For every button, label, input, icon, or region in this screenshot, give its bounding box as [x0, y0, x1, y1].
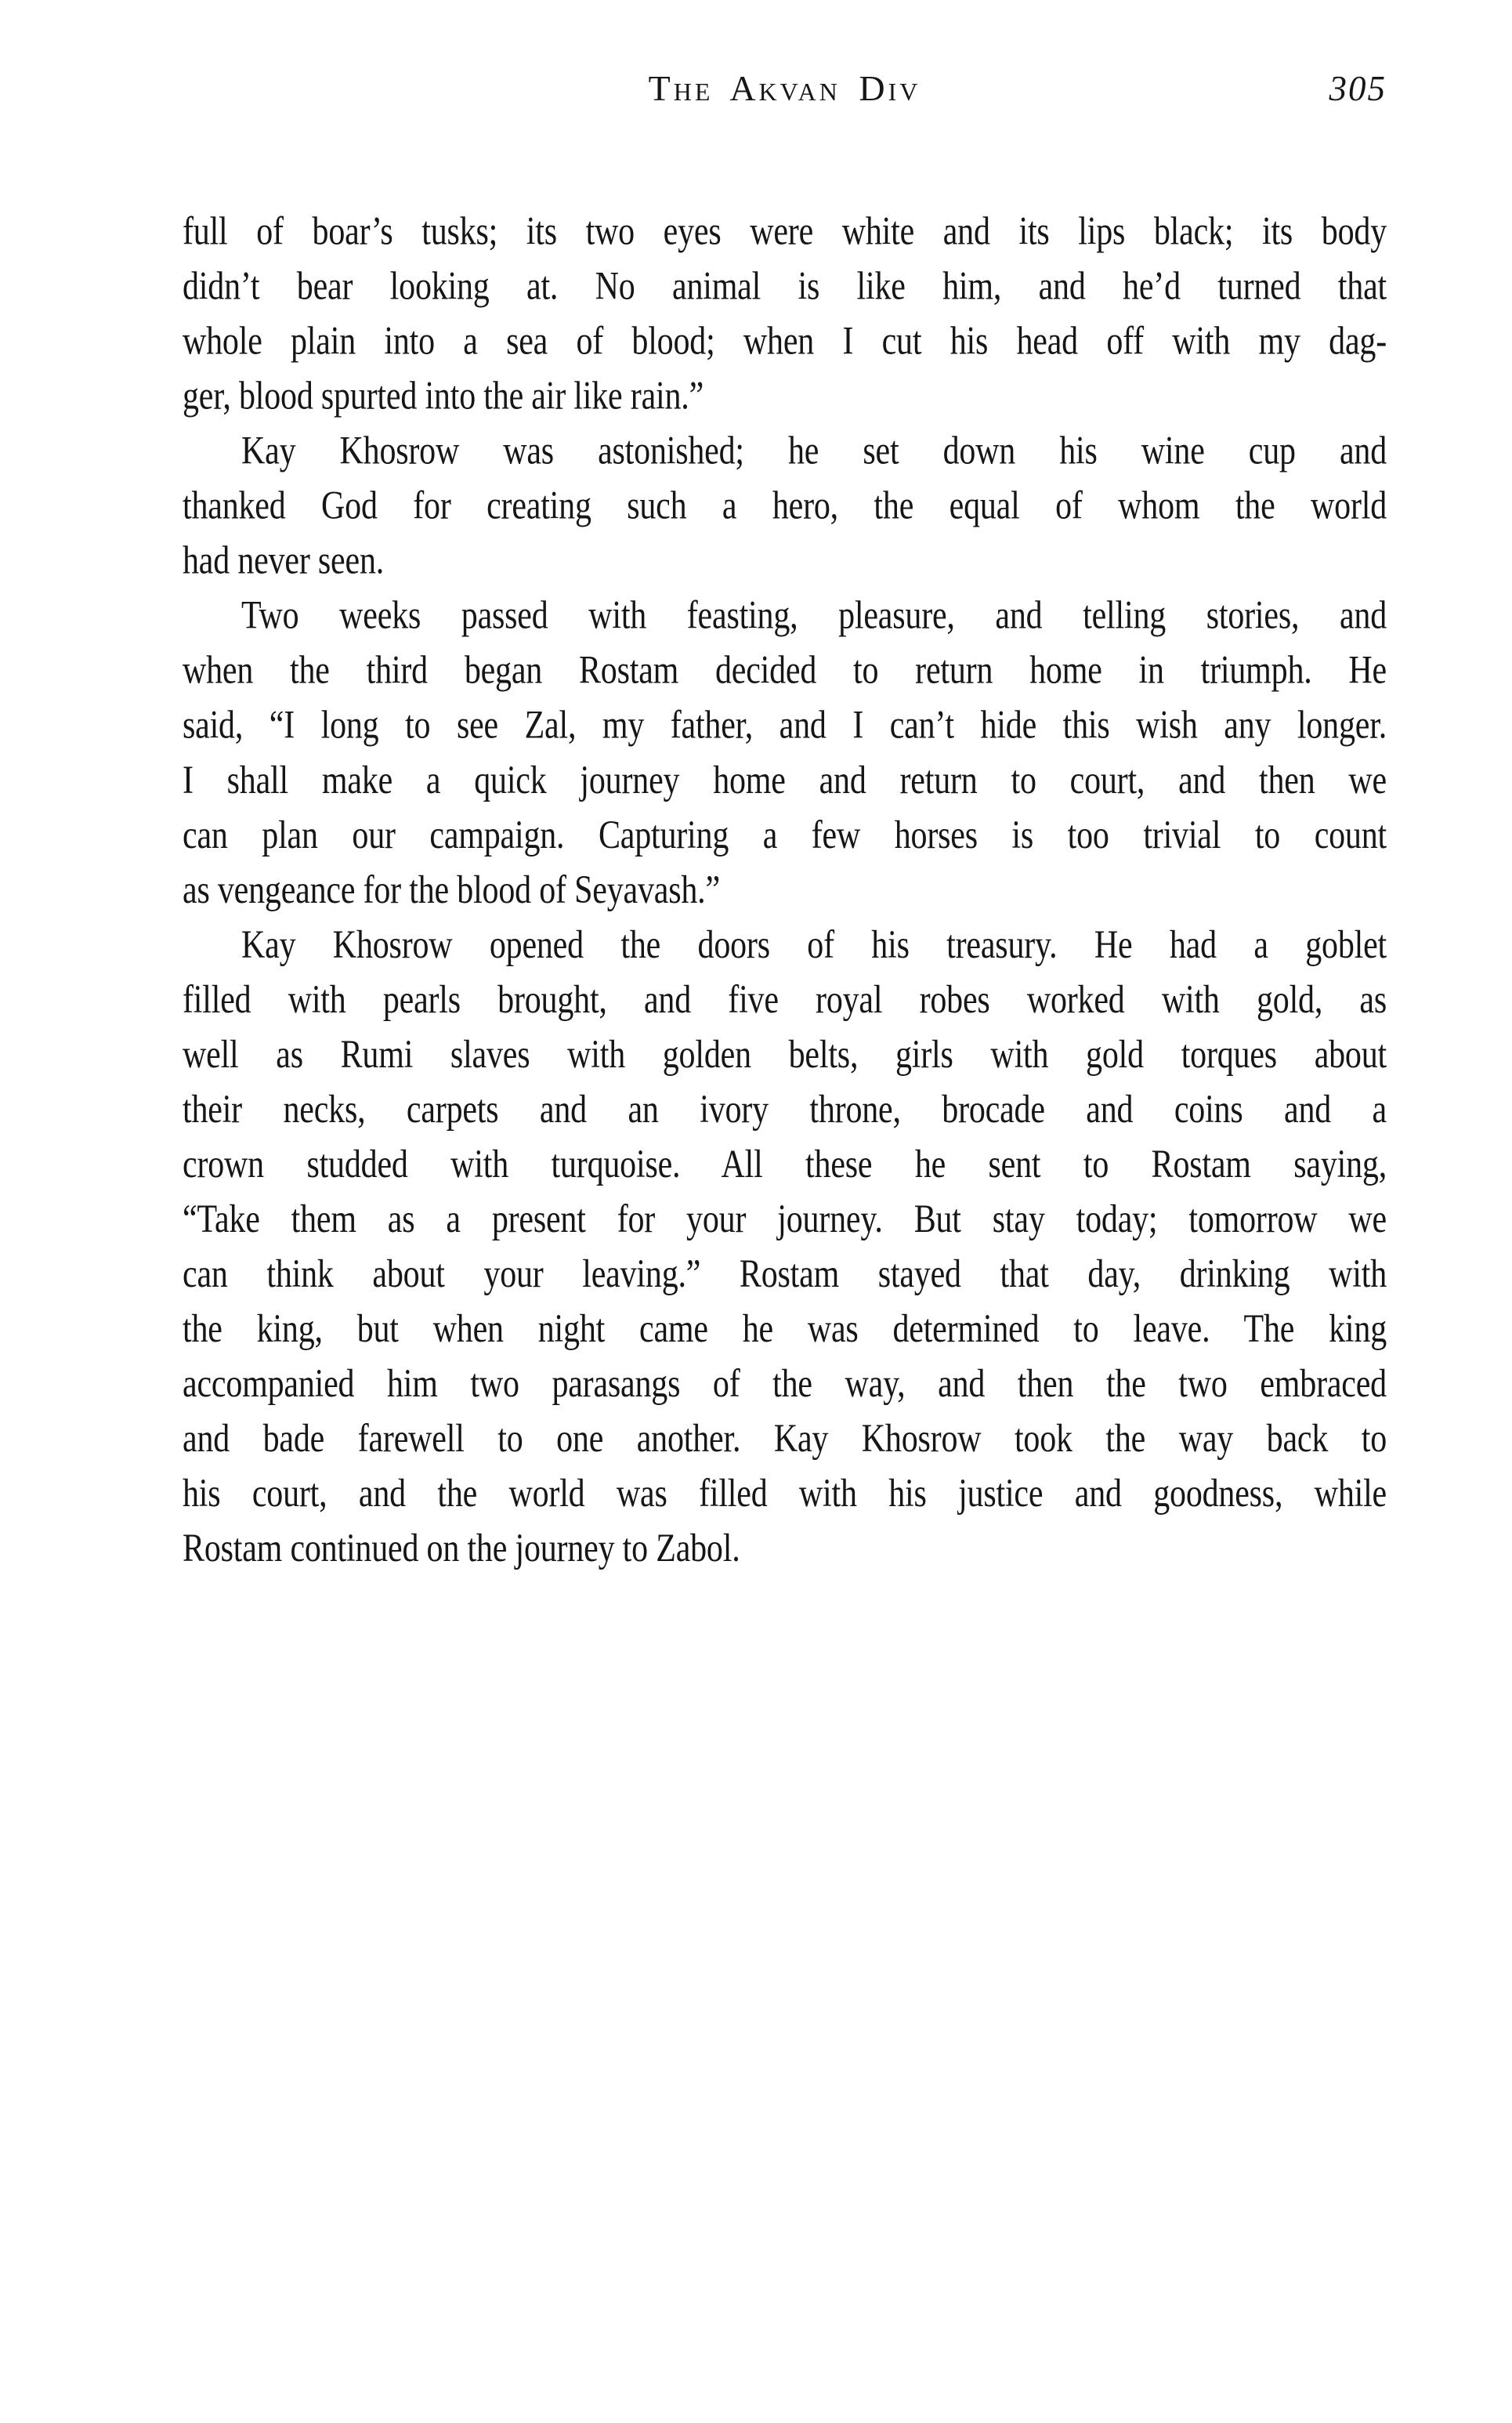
text-line: filled with pearls brought, and five royal robes worked with gold, as: [183, 978, 1387, 1022]
running-head: The Akvan Div: [648, 68, 921, 108]
text-line: had never seen.: [183, 539, 385, 583]
text-line: Kay Khosrow was astonished; he set down his wine cup and: [241, 429, 1387, 473]
paragraph: [183, 424, 1387, 589]
page-number: 305: [1329, 69, 1387, 108]
text-line: I shall make a quick journey home and return to court, and then we: [183, 759, 1387, 802]
text-line: full of boar’s tusks; its two eyes were white and its lips black; its body: [183, 210, 1387, 254]
text-line: his court, and the world was filled with his justice and goodness, while: [183, 1472, 1387, 1516]
text-line: whole plain into a sea of blood; when I cut his head off with my dag-: [183, 320, 1387, 364]
text-line: can plan our campaign. Capturing a few horses is too trivial to count: [183, 813, 1387, 857]
text-line: and bade farewell to one another. Kay Khosrow took the way back to: [183, 1417, 1387, 1461]
text-line: didn’t bear looking at. No animal is like him, and he’d turned that: [183, 265, 1387, 309]
text-line: as vengeance for the blood of Seyavash.”: [183, 868, 720, 912]
text-line: their necks, carpets and an ivory throne, brocade and coins and a: [183, 1088, 1387, 1132]
text-line: Two weeks passed with feasting, pleasure, and telling stories, and: [241, 594, 1387, 638]
paragraph: [183, 918, 1387, 1576]
text-line: well as Rumi slaves with golden belts, girls with gold torques about: [183, 1033, 1387, 1077]
text-line: the king, but when night came he was determined to leave. The king: [183, 1307, 1387, 1351]
page-header: [183, 69, 1387, 108]
text-line: can think about your leaving.” Rostam stayed that day, drinking with: [183, 1252, 1387, 1296]
paragraph: [183, 205, 1387, 424]
text-line: thanked God for creating such a hero, the equal of whom the world: [183, 484, 1387, 528]
body-text: [183, 205, 1387, 1576]
text-line: accompanied him two parasangs of the way, and then the two embraced: [183, 1362, 1387, 1406]
text-line: ger, blood spurted into the air like rain.”: [183, 375, 704, 418]
text-line: Kay Khosrow opened the doors of his treasury. He had a goblet: [241, 923, 1387, 967]
text-line: when the third began Rostam decided to return home in triumph. He: [183, 649, 1387, 693]
text-line: Rostam continued on the journey to Zabol.: [183, 1527, 740, 1570]
text-line: said, “I long to see Zal, my father, and I can’t hide this wish any longer.: [183, 704, 1387, 748]
text-line: crown studded with turquoise. All these he sent to Rostam saying,: [183, 1143, 1387, 1186]
text-line: “Take them as a present for your journey. But stay today; tomorrow we: [183, 1197, 1387, 1241]
paragraph: [183, 589, 1387, 918]
